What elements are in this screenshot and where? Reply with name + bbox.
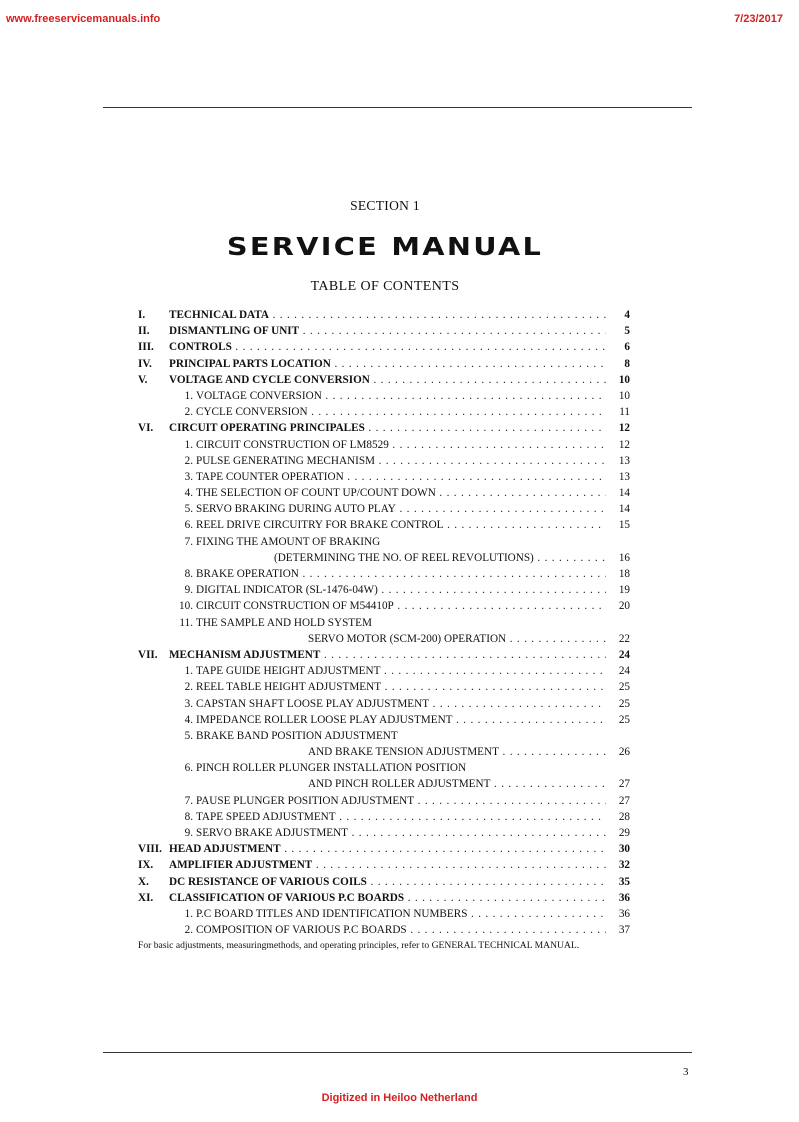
toc-entry-number: III. [138,341,154,354]
toc-entry-title [175,696,606,712]
toc-entry-text: SERVO BRAKING DURING AUTO PLAY [196,503,396,516]
toc-entry-title [175,809,606,825]
toc-entry-title [175,453,606,469]
toc-entry-page: 8 [624,357,630,370]
toc-subentry-number: 9. [184,827,193,839]
toc-entry-page: 13 [618,470,630,483]
toc-heading: TABLE OF CONTENTS [310,279,460,294]
toc-entry-page: 36 [618,891,630,904]
toc-subentry-number: 2. [184,406,193,419]
toc-entry-title [175,582,606,598]
toc-entry-title [169,420,606,436]
toc-entry-text: HEAD ADJUSTMENT [169,843,281,856]
toc-entry-text: AMPLIFIER ADJUSTMENT [169,859,313,872]
toc-entry [138,647,632,663]
toc-entry [138,728,632,744]
toc-entry-number: XI. [138,891,154,904]
toc-entry [138,453,632,469]
footnote: For basic adjustments, measuringmethods, and operating principles, refer to GENERAL TECHNICAL MANUAL. [138,940,580,951]
toc-entry-page: 6 [624,341,630,354]
toc-entry [138,922,632,938]
toc-entry [138,776,632,792]
toc-entry-page: 12 [618,438,630,451]
toc-entry-number: VIII. [138,843,162,856]
toc-entry-text: VOLTAGE CONVERSION [196,389,322,402]
toc-entry-title [169,307,606,323]
toc-entry [138,307,632,323]
toc-entry-page: 30 [618,843,630,856]
toc-entry-title [175,437,606,453]
toc-entry-title [308,744,606,760]
toc-entry [138,420,632,436]
toc-entry-text: CAPSTAN SHAFT LOOSE PLAY ADJUSTMENT [196,697,430,710]
toc-entry-text: VOLTAGE AND CYCLE CONVERSION [169,373,370,386]
toc-subentry-number: 2. [184,681,193,694]
toc-entry-title [169,890,606,906]
toc-entry-title [169,339,606,355]
toc-entry-page: 36 [618,907,630,920]
toc-entry-page: 26 [618,746,630,759]
toc-entry [138,841,632,857]
toc-entry-text: TAPE GUIDE HEIGHT ADJUSTMENT [196,665,381,678]
toc-entry-page: 25 [618,697,630,710]
toc-entry-text: IMPEDANCE ROLLER LOOSE PLAY ADJUSTMENT [196,713,453,726]
toc-entry-title [274,550,606,566]
toc-entry-title [175,728,606,744]
toc-subentry-number: 3. [184,697,193,710]
toc-entry-page: 15 [618,519,630,532]
toc-subentry-number: 1. [184,907,193,920]
toc-entry-page: 10 [618,389,630,402]
toc-entry-title [175,517,606,533]
toc-entry-title [169,841,606,857]
toc-entry-number: VI. [138,422,154,435]
toc-entry [138,663,632,679]
toc-entry [138,339,632,355]
toc-entry [138,809,632,825]
toc-entry-title [175,825,606,841]
toc-entry-page: 25 [618,681,630,694]
bottom-divider [103,1052,692,1053]
toc-entry-text: PULSE GENERATING MECHANISM [196,454,376,467]
toc-subentry-number: 1. [184,665,193,678]
toc-entry [138,566,632,582]
toc-entry-number: I. [138,309,146,321]
toc-entry-text: REEL DRIVE CIRCUITRY FOR BRAKE CONTROL [196,519,444,532]
toc-entry-title [175,501,606,517]
table-of-contents [138,307,632,938]
toc-entry-text: PINCH ROLLER PLUNGER INSTALLATION POSITION [196,762,467,775]
toc-entry-title [175,679,606,695]
toc-entry-text: COMPOSITION OF VARIOUS P.C BOARDS [196,924,407,937]
toc-entry-page: 13 [618,454,630,467]
toc-subentry-number: 3. [184,470,193,483]
toc-entry-title [169,857,606,873]
toc-entry-title [308,631,606,647]
toc-entry [138,517,632,533]
toc-subentry-number: 1. [184,438,193,451]
toc-entry [138,744,632,760]
toc-entry [138,631,632,647]
toc-entry-text: CIRCUIT CONSTRUCTION OF M54410P [196,600,394,613]
toc-entry [138,712,632,728]
toc-entry-page: 37 [618,924,630,937]
toc-entry-number: IV. [138,357,152,370]
toc-entry [138,323,632,339]
section-label: SECTION 1 [350,198,420,213]
toc-subentry-number: 2. [184,454,193,467]
toc-entry-text: BRAKE BAND POSITION ADJUSTMENT [196,729,398,742]
toc-subentry-number: 5. [184,503,193,516]
toc-entry-page: 29 [618,827,630,839]
toc-entry [138,696,632,712]
toc-entry [138,679,632,695]
toc-entry-text: (DETERMINING THE NO. OF REEL REVOLUTIONS) [274,551,534,564]
toc-entry-text: TECHNICAL DATA [169,309,269,321]
toc-entry-page: 32 [618,859,630,872]
toc-entry-text: SERVO BRAKE ADJUSTMENT [196,827,349,839]
toc-entry-page: 11 [619,406,630,419]
toc-entry-text: CLASSIFICATION OF VARIOUS P.C BOARDS [169,891,405,904]
toc-entry-title [175,469,606,485]
toc-entry [138,501,632,517]
toc-entry-title [175,906,606,922]
toc-subentry-number: 5. [184,729,193,742]
toc-entry [138,874,632,890]
toc-subentry-number: 2. [184,924,193,937]
toc-subentry-number: 4. [184,487,193,500]
toc-subentry-number: 6. [184,519,193,532]
toc-entry-number: V. [138,373,148,386]
toc-entry-text: CONTROLS [169,341,232,354]
toc-entry-title [169,874,606,890]
toc-subentry-number: 9. [184,584,193,597]
toc-entry-title [175,388,606,404]
toc-entry-text: PAUSE PLUNGER POSITION ADJUSTMENT [196,794,415,807]
toc-entry [138,615,632,631]
toc-entry [138,906,632,922]
toc-entry-text: AND PINCH ROLLER ADJUSTMENT [308,778,491,791]
toc-entry [138,534,632,550]
toc-entry-page: 4 [624,309,630,321]
toc-entry-page: 27 [618,778,630,791]
toc-entry-page: 24 [618,665,630,678]
toc-entry-title [175,615,606,631]
toc-entry-title [175,534,606,550]
toc-entry [138,372,632,388]
toc-entry-page: 24 [618,648,630,661]
toc-entry-page: 18 [618,568,630,580]
toc-entry-number: IX. [138,859,154,872]
toc-entry-title [175,598,606,614]
toc-entry [138,890,632,906]
toc-entry-title [175,712,606,728]
toc-entry-page: 10 [618,373,630,386]
toc-subentry-number: 8. [184,568,193,580]
toc-entry-page: 14 [618,503,630,516]
toc-entry-text: AND BRAKE TENSION ADJUSTMENT [308,746,499,759]
toc-subentry-number: 4. [184,713,193,726]
toc-entry-title [169,323,606,339]
toc-entry-page: 16 [618,551,630,564]
toc-entry [138,550,632,566]
toc-entry [138,825,632,841]
toc-entry-text: TAPE COUNTER OPERATION [196,470,344,483]
toc-entry-title [169,356,606,372]
toc-entry-text: DISMANTLING OF UNIT [169,325,300,338]
toc-entry-number: II. [138,325,150,338]
toc-entry-page: 28 [618,810,630,823]
toc-entry-title [175,760,606,776]
toc-subentry-number: 11. [179,616,193,629]
toc-entry-text: P.C BOARD TITLES AND IDENTIFICATION NUMBERS [196,907,468,920]
toc-entry-text: SERVO MOTOR (SCM-200) OPERATION [308,632,507,645]
toc-entry [138,760,632,776]
toc-entry-title [308,776,606,792]
toc-entry [138,582,632,598]
toc-subentry-number: 8. [184,810,193,823]
toc-entry-text: THE SELECTION OF COUNT UP/COUNT DOWN [196,487,436,500]
toc-entry [138,356,632,372]
toc-entry [138,469,632,485]
toc-entry-text: DIGITAL INDICATOR (SL-1476-04W) [196,584,378,597]
toc-entry [138,404,632,420]
toc-entry-text: CYCLE CONVERSION [196,406,308,419]
toc-entry-text: MECHANISM ADJUSTMENT [169,648,321,661]
toc-entry-page: 5 [624,325,630,338]
toc-entry-page: 19 [618,584,630,597]
document-title: SERVICE MANUAL [226,232,544,261]
toc-entry [138,598,632,614]
toc-entry-page: 22 [618,632,630,645]
toc-entry-text: THE SAMPLE AND HOLD SYSTEM [196,616,372,629]
page-number: 3 [683,1066,689,1078]
toc-entry-title [175,793,606,809]
header-date: 7/23/2017 [734,13,783,25]
toc-subentry-number: 1. [184,389,193,402]
toc-entry-text: BRAKE OPERATION [196,568,299,580]
toc-entry [138,857,632,873]
toc-subentry-number: 10. [179,600,193,613]
toc-entry-text: CIRCUIT OPERATING PRINCIPALES [169,422,365,435]
toc-entry [138,793,632,809]
toc-entry-page: 12 [618,422,630,435]
toc-entry-text: DC RESISTANCE OF VARIOUS COILS [169,875,367,888]
toc-entry-text: CIRCUIT CONSTRUCTION OF LM8529 [196,438,389,451]
website-link[interactable]: www.freeservicemanuals.info [6,13,161,25]
toc-entry-page: 35 [618,875,630,888]
toc-entry-title [175,663,606,679]
toc-entry [138,437,632,453]
toc-entry-text: REEL TABLE HEIGHT ADJUSTMENT [196,681,382,694]
top-divider [103,107,692,108]
toc-entry-page: 14 [618,487,630,500]
toc-entry-page: 20 [618,600,630,613]
toc-entry [138,388,632,404]
toc-entry-text: TAPE SPEED ADJUSTMENT [196,810,336,823]
toc-entry-title [175,485,606,501]
toc-subentry-number: 6. [184,762,193,775]
toc-entry-page: 25 [618,713,630,726]
toc-subentry-number: 7. [184,535,193,548]
digitized-credit: Digitized in Heiloo Netherland [321,1092,478,1104]
toc-subentry-number: 7. [184,794,193,807]
toc-entry-title [169,647,606,663]
toc-entry-title [175,404,606,420]
toc-entry-title [175,922,606,938]
toc-entry-number: X. [138,875,149,888]
toc-entry-title [175,566,606,582]
toc-entry-page: 27 [618,794,630,807]
toc-entry [138,485,632,501]
toc-entry-title [169,372,606,388]
toc-entry-text: FIXING THE AMOUNT OF BRAKING [196,535,381,548]
toc-entry-number: VII. [138,648,158,661]
toc-entry-text: PRINCIPAL PARTS LOCATION [169,357,331,370]
